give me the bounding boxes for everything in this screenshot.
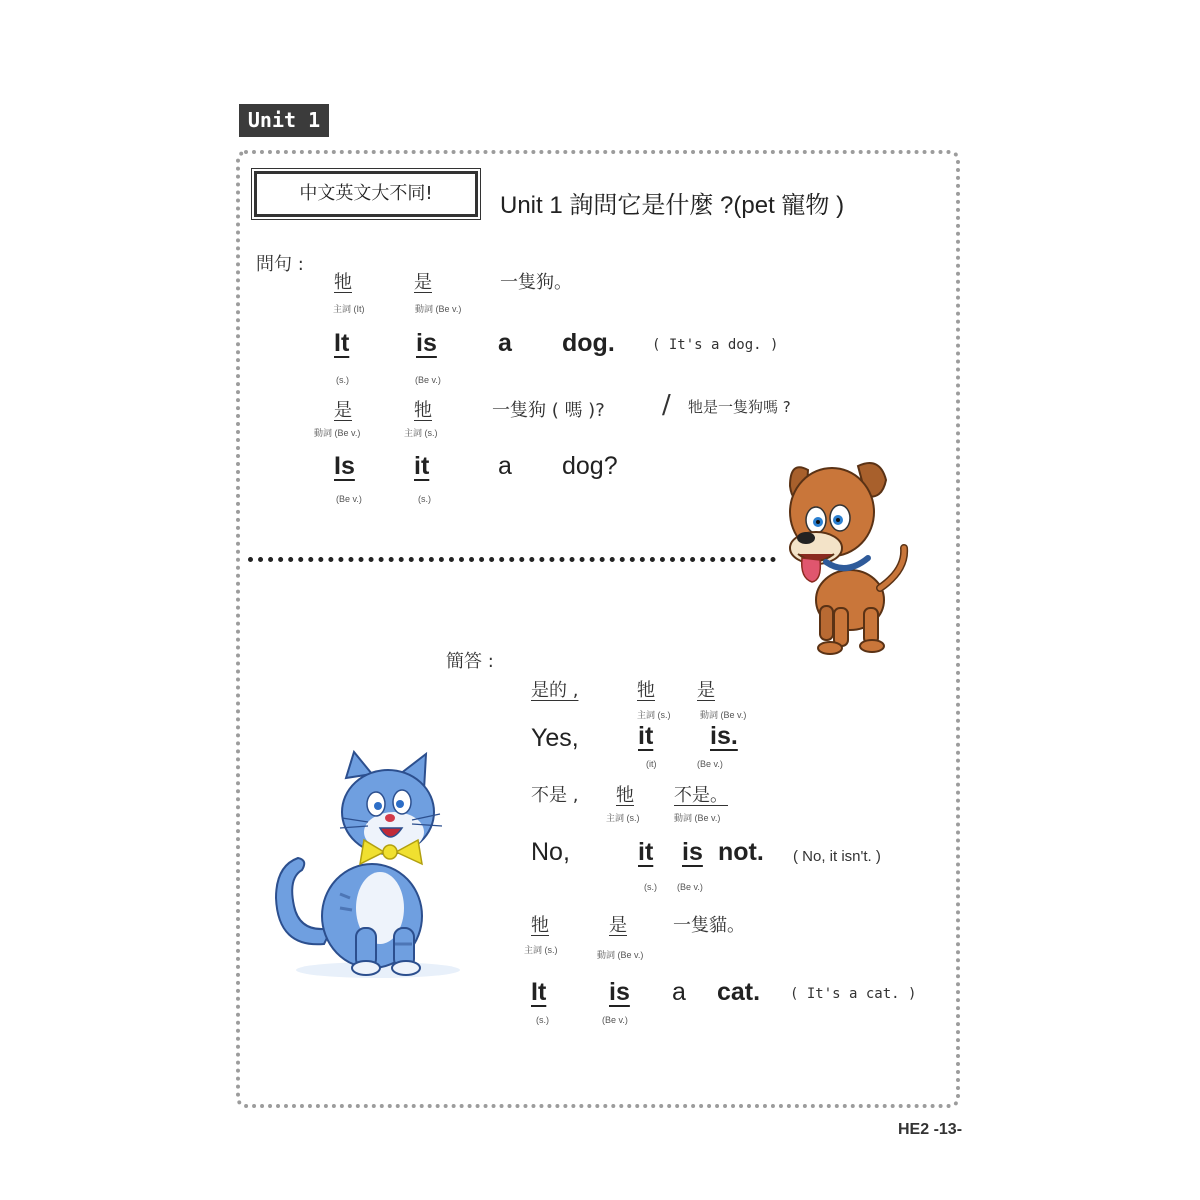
zh-word: 牠 bbox=[616, 785, 634, 806]
zh-word: 牠 bbox=[414, 400, 432, 421]
en-word: dog? bbox=[562, 452, 618, 480]
cat-illustration bbox=[268, 748, 468, 980]
zh-word: 一隻貓。 bbox=[673, 915, 745, 936]
pos-label: (s.) bbox=[336, 375, 349, 385]
pos-label: (Be v.) bbox=[697, 759, 723, 769]
zh-word: 不是。 bbox=[674, 785, 728, 806]
pos-label: (s.) bbox=[536, 1015, 549, 1025]
separator-slash: / bbox=[662, 390, 671, 420]
pos-label: (s.) bbox=[644, 882, 657, 892]
zh-word: 一隻狗。 bbox=[500, 272, 572, 293]
contraction: ( It's a cat. ) bbox=[790, 986, 917, 1002]
en-word: not. bbox=[718, 838, 764, 866]
en-word: it bbox=[638, 838, 654, 866]
role-label: 動詞 (Be v.) bbox=[700, 710, 747, 720]
en-word: No, bbox=[531, 838, 570, 866]
zh-word: 一隻狗 ( 嗎 )? bbox=[492, 400, 605, 421]
pos-label: (Be v.) bbox=[336, 494, 362, 504]
en-word: It bbox=[531, 978, 547, 1006]
headline-box: 中文英文大不同! bbox=[254, 171, 478, 217]
pos-label: (it) bbox=[646, 759, 657, 769]
role-label: 主詞 (s.) bbox=[404, 428, 438, 438]
en-word: is bbox=[609, 978, 630, 1006]
section-divider bbox=[248, 557, 776, 562]
role-label: 主詞 (It) bbox=[333, 304, 365, 314]
zh-word: 是 bbox=[414, 272, 432, 293]
en-word: a bbox=[672, 978, 686, 1006]
role-label: 動詞 (Be v.) bbox=[674, 813, 721, 823]
pos-label: (s.) bbox=[418, 494, 431, 504]
role-label: 動詞 (Be v.) bbox=[597, 950, 644, 960]
pos-label: (Be v.) bbox=[677, 882, 703, 892]
en-word: is bbox=[682, 838, 703, 866]
en-word: it bbox=[414, 452, 430, 480]
pos-label: (Be v.) bbox=[602, 1015, 628, 1025]
en-word: is. bbox=[710, 722, 738, 750]
page-number: HE2 -13- bbox=[898, 1121, 963, 1138]
role-label: 動詞 (Be v.) bbox=[314, 428, 361, 438]
en-word: a bbox=[498, 452, 512, 480]
zh-word: 是 bbox=[609, 915, 627, 936]
zh-word: 牠 bbox=[531, 915, 549, 936]
en-word: Is bbox=[334, 452, 355, 480]
zh-word: 是 bbox=[697, 680, 715, 701]
en-word: it bbox=[638, 722, 654, 750]
zh-word: 不是 , bbox=[531, 785, 579, 806]
dog-illustration bbox=[776, 450, 928, 660]
role-label: 主詞 (s.) bbox=[637, 710, 671, 720]
pos-label: (Be v.) bbox=[415, 375, 441, 385]
en-word: It bbox=[334, 329, 350, 357]
answer-label: 簡答 : bbox=[446, 651, 494, 672]
role-label: 動詞 (Be v.) bbox=[415, 304, 462, 314]
en-word: is bbox=[416, 329, 437, 357]
contraction: ( It's a dog. ) bbox=[652, 337, 779, 353]
en-word: cat. bbox=[717, 978, 761, 1006]
role-label: 主詞 (s.) bbox=[606, 813, 640, 823]
question-label: 問句 : bbox=[256, 254, 304, 275]
en-word: a bbox=[498, 329, 512, 357]
en-word: dog. bbox=[562, 329, 615, 357]
zh-word: 是 bbox=[334, 400, 352, 421]
contraction: ( No, it isn't. ) bbox=[793, 848, 881, 865]
unit-tag: Unit 1 bbox=[239, 104, 329, 137]
zh-word: 牠 bbox=[334, 272, 352, 293]
en-word: Yes, bbox=[531, 724, 579, 752]
role-label: 主詞 (s.) bbox=[524, 945, 558, 955]
zh-word: 牠是一隻狗嗎 ? bbox=[688, 398, 791, 416]
zh-word: 牠 bbox=[637, 680, 655, 701]
unit-title: Unit 1 詢問它是什麼 ?(pet 寵物 ) bbox=[500, 192, 845, 219]
zh-word: 是的 , bbox=[531, 680, 579, 701]
